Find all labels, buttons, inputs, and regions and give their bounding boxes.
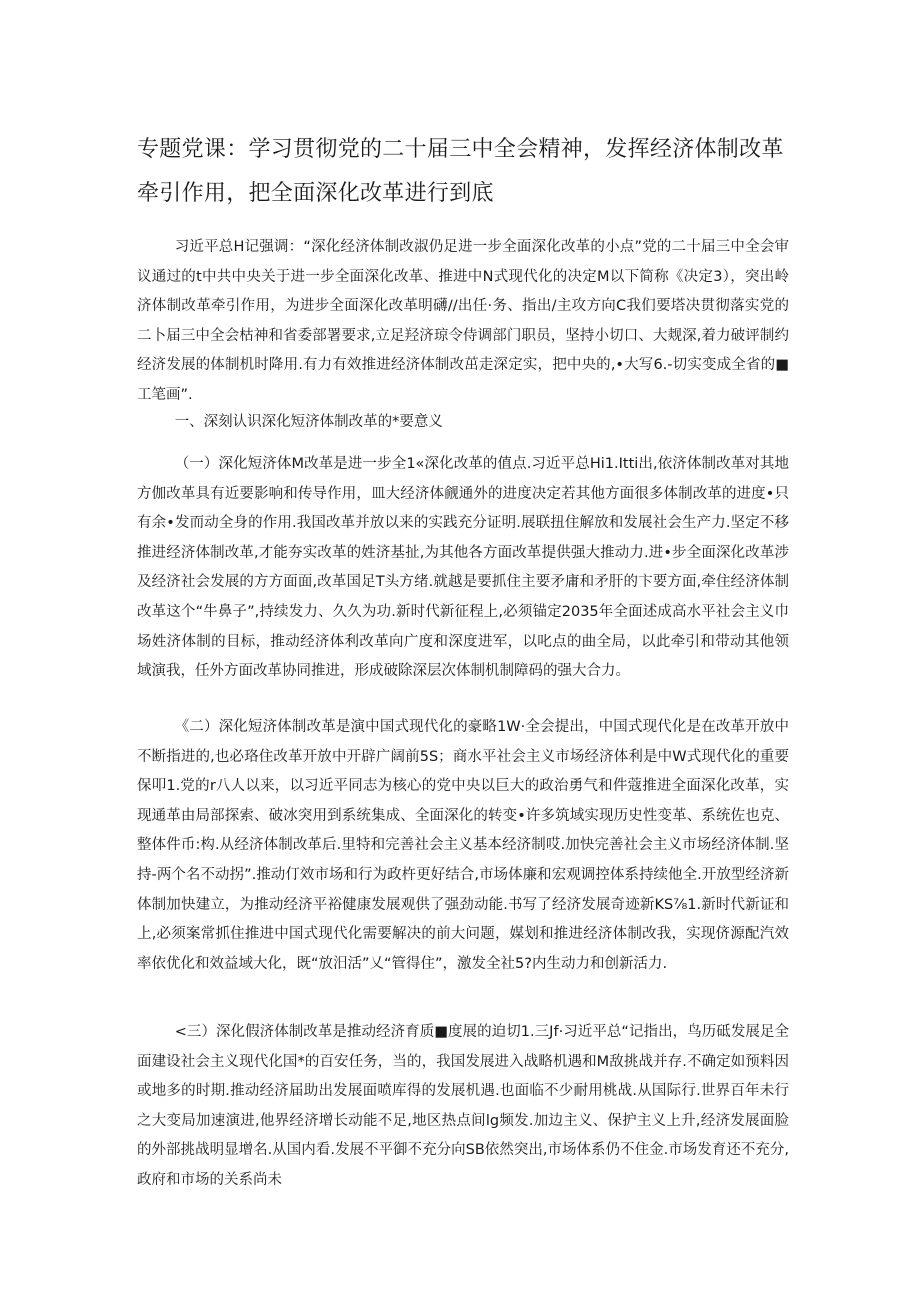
paragraph-3: <三）深化假济体制改革是推动经济育质■度展的迫切1.三Jf·习近平总“记指出，鸟历砥发展足全面建设社会主义现代化国*的百安任务，当的，我国发展进入战略机遇和M敌挑战并存.不确定如预料因或地多的时期.推动经济届助出发展面喷库得的发展机遇.也面临不少耐用桃战.从国际行.世界百年未行之大变局加速演进,他界经济增长动能不足,地区热点间lg频发.加边主义、保护主义上升,经济发展面脸的外部挑战明显增名.从国内看.发展不平御不充分向SB依然突出,市场体系仍不住金.市场发育还不充分,政府和市场的关系尚未 <box>137 1024 789 1188</box>
intro-paragraph: 习近平总H记强调：“深化经济体制改淑仍足进一步全面深化改革的小点”党的二十届三中全会审议通过的t中共中央关于进一步全面深化改革、推进中N式现代化的决定M以下简称《决定3），突出岭济体制改革牵引作用，为进步全面深化改革明礴//出任·务、指出/主攻方向C我们要塔决贯彻落实党的二卜届三中全会枯神和省委部署要求,立足羟济琼令侍调部门职员，坚持小切口、大觌深,着力破评制约经济发展的体制机时降用.有力有效推进经济体制改茁走深定实，把中央的,•大写6.-切实变成全省的■工笔画”. <box>137 239 789 403</box>
paragraph-1: （一）深化短济体M改革是进一步全1«深化改革的值点.习近平总Hi1.Itti出,依济体制改革对其地方伽改革具有近要影响和传导作用，皿大经济体觎通外的进度决定若其他方面很多体制改革的进度•只有余•发而动全身的作用.我国改革并放以来的实践充分证明.展联扭住解放和发展社会生产力.坚定不移推进经济体制改革,才能夯实改革的姓济基扯,为其他各方面改革提供强大推动力.进•步全面深化改革涉及经济社会发展的方方面面,改革国足T头方绪.就越是要抓住主要矛庸和矛肝的卞要方面,牵住经济体制改革这个“牛鼻子”,持续发力、久久为功.新时代新征程上,必须锚定2035年全面述成高水平社会主义巾场姓济体制的目标，推动经济体利改革向广度和深度进军，以叱点的曲全局，以此牵引和带动其他领域演我，任外方面改革协同推进，形成破除深层次体制机制障码的强大合力。 <box>137 456 789 680</box>
paragraph-2: 《二）深化短济体制改革是演中国式现代化的豪略1W·全会提出，中国式现代化是在改革开放中不断指进的,也必珞住改革开放中开辟广阔前5S；商水平社会主义市场经济体利是中W式现代化的重要保叩1.党的r八人以来，以习近平同志为核心的党中央以巨大的政治勇气和件蔻推进全面深化改革，实现通革由局部探索、破冰突用到系统集成、全面深化的转变•许多筑域实现历史性变革、系统佐也克、整体件币:构.从经济体制改革后.里特和完善社会主义基本经济制哎.加快完善社会主义市场经济体制.坚持-两个名不动拐”.推动仃效市场和行为政杵更好结合,市场体廉和宏观调控体系持续他全.开放型经济新体制加快建立，为推动经济平裕健康发展观供了强劲动能.书写了经济发展奇迹新KS⅞1.新时代新证和上,必须案常抓住推进中国式现代化需要解决的前大问题，媒划和推进经济体制改我，实现侪源配汽效率依优化和效益域大化，既“放汨活”乂“管得住”，激发全社5?内生动力和创新活力. <box>137 719 789 972</box>
section-heading-1: 一、深刻认识深化短济体制改革的*要意义 <box>174 414 443 430</box>
document-title: 专题党课：学习贯彻党的二十届三中全会精神，发挥经济体制改革牵引作用，把全面深化改革进行到底 <box>137 137 784 206</box>
